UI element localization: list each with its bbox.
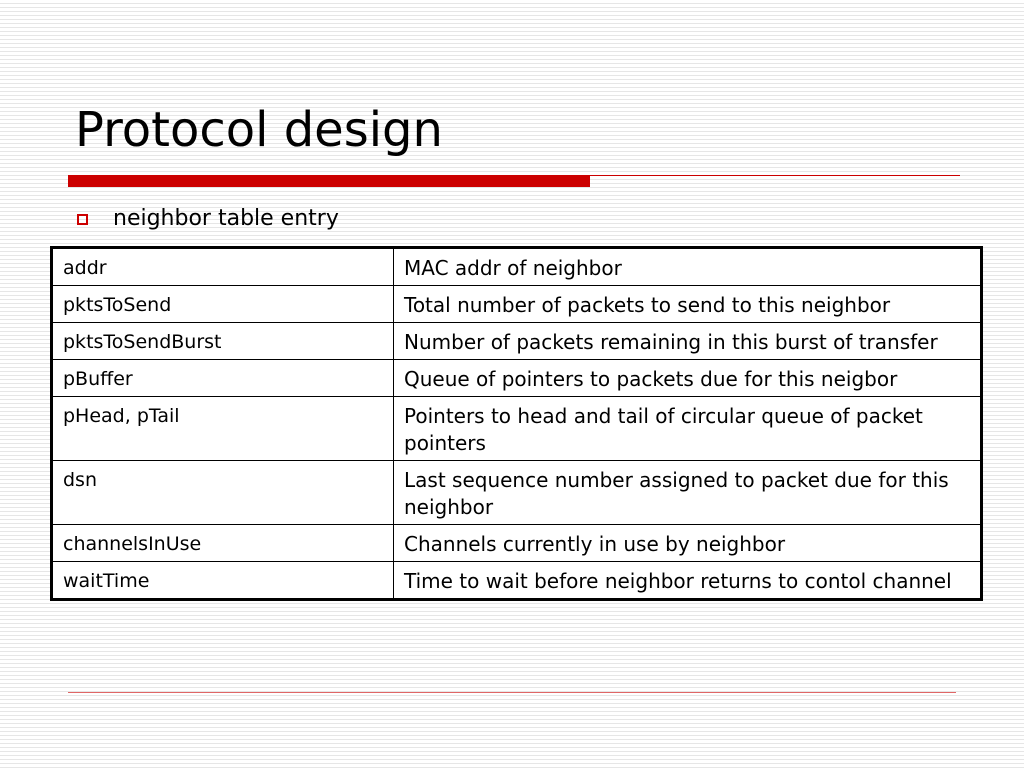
table-row bbox=[52, 461, 982, 525]
field-name-cell: pBuffer bbox=[52, 360, 394, 397]
footer-rule bbox=[68, 692, 956, 693]
title-underline-thick bbox=[68, 175, 590, 187]
table-row bbox=[52, 562, 982, 600]
bullet-item bbox=[77, 205, 339, 233]
table-row bbox=[52, 248, 982, 286]
bullet-text: neighbor table entry bbox=[113, 206, 339, 231]
field-description-cell: Pointers to head and tail of circular queue of packet pointers bbox=[394, 397, 982, 461]
field-name-cell: pHead, pTail bbox=[52, 397, 394, 461]
field-name-cell: pktsToSend bbox=[52, 286, 394, 323]
field-description-cell: Time to wait before neighbor returns to contol channel bbox=[394, 562, 982, 600]
field-name-cell: pktsToSendBurst bbox=[52, 323, 394, 360]
slide-title: Protocol design bbox=[75, 102, 443, 158]
table-row bbox=[52, 360, 982, 397]
field-description-cell: Last sequence number assigned to packet due for this neighbor bbox=[394, 461, 982, 525]
field-description-cell: Channels currently in use by neighbor bbox=[394, 525, 982, 562]
table-row bbox=[52, 323, 982, 360]
field-name-cell: dsn bbox=[52, 461, 394, 525]
field-name-cell: waitTime bbox=[52, 562, 394, 600]
neighbor-table bbox=[50, 246, 983, 601]
field-name-cell: channelsInUse bbox=[52, 525, 394, 562]
square-bullet-icon bbox=[77, 214, 88, 225]
table-row bbox=[52, 397, 982, 461]
table-row bbox=[52, 286, 982, 323]
field-description-cell: Number of packets remaining in this burst of transfer bbox=[394, 323, 982, 360]
field-description-cell: MAC addr of neighbor bbox=[394, 248, 982, 286]
field-description-cell: Total number of packets to send to this neighbor bbox=[394, 286, 982, 323]
table-row bbox=[52, 525, 982, 562]
field-name-cell: addr bbox=[52, 248, 394, 286]
field-description-cell: Queue of pointers to packets due for this neigbor bbox=[394, 360, 982, 397]
